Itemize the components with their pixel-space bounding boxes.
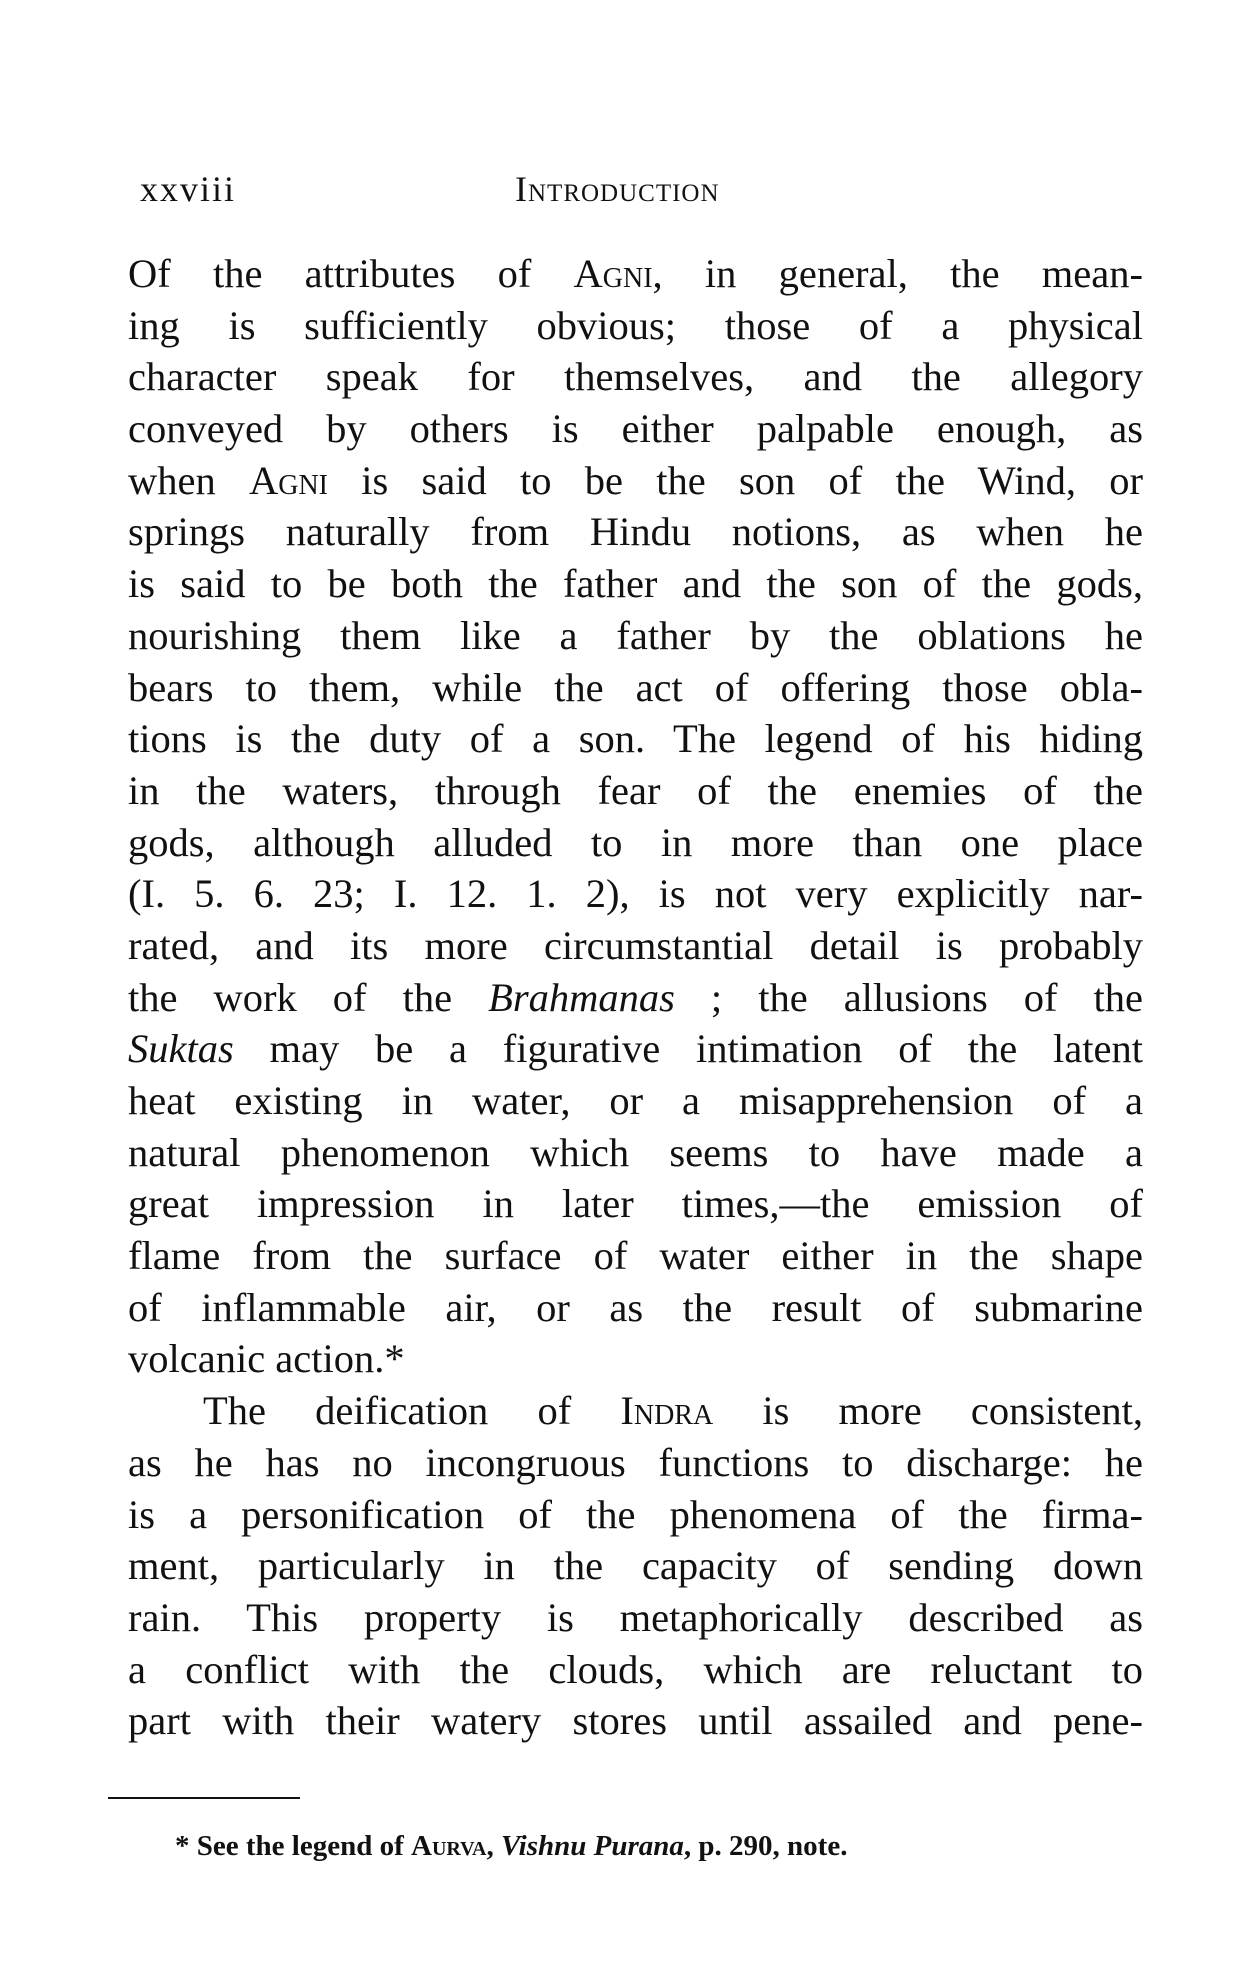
text-line <box>128 1592 1143 1644</box>
text-run: of inflammable air, or as the result of submarine <box>128 1284 1143 1330</box>
text-run: great impression in later times,—the emission of <box>128 1181 1143 1227</box>
text-line <box>128 972 1143 1024</box>
text-line <box>128 351 1143 403</box>
footnote-rule <box>108 1797 300 1799</box>
text-run: is said to be both the father and the son of the gods, <box>128 561 1143 607</box>
running-head <box>140 168 780 212</box>
text-run: gods, although alluded to in more than one place <box>128 819 1143 865</box>
text-line <box>128 1075 1143 1127</box>
text-run: conveyed by others is either palpable enough, as <box>128 406 1143 452</box>
text-run: , <box>486 1830 501 1862</box>
text-run: Of the attributes of <box>128 251 574 296</box>
text-run: flame from the surface of water either in the shape <box>128 1233 1143 1279</box>
text-line <box>128 455 1143 507</box>
italic-term: Suktas <box>128 1026 234 1072</box>
small-caps-name: Indra <box>620 1388 714 1434</box>
text-run: a conflict with the clouds, which are reluctant to <box>128 1646 1143 1692</box>
text-line <box>128 713 1143 765</box>
text-run: is more consistent, <box>713 1388 1143 1434</box>
text-run: , in general, the mean- <box>652 251 1143 296</box>
text-line <box>128 506 1143 558</box>
text-run: character speak for themselves, and the allegory <box>128 354 1143 400</box>
text-run: (I. 5. 6. 23; I. 12. 1. 2), is not very explicitly nar- <box>128 871 1143 917</box>
text-run: rated, and its more circumstantial detail is probably <box>128 922 1143 968</box>
small-caps-name: Agni <box>573 251 653 296</box>
text-line <box>128 1540 1143 1592</box>
text-run: ing is sufficiently obvious; those of a physical <box>128 302 1143 348</box>
page-number: xxviii <box>140 169 237 209</box>
text-run: rain. This property is metaphorically described as <box>128 1594 1143 1640</box>
text-line <box>128 1333 1143 1385</box>
italic-term: Vishnu Purana <box>500 1830 684 1862</box>
text-run: ment, particularly in the capacity of sending down <box>128 1543 1143 1589</box>
small-caps-name: Aurva <box>411 1830 487 1862</box>
text-run: the work of the <box>128 974 489 1020</box>
text-line <box>128 248 1143 300</box>
text-run: part with their watery stores until assailed and pene- <box>128 1698 1143 1744</box>
text-run: heat existing in water, or a misapprehension of a <box>128 1078 1143 1123</box>
text-run: nourishing them like a father by the oblations he <box>128 612 1143 658</box>
text-run: ; the allusions of the <box>674 974 1143 1020</box>
text-line <box>128 662 1143 714</box>
text-line <box>128 558 1143 610</box>
text-line <box>128 920 1143 972</box>
text-run: may be a figurative intimation of the latent <box>233 1026 1143 1072</box>
footnote-marker: * <box>175 1830 197 1862</box>
text-line <box>128 403 1143 455</box>
text-run: springs naturally from Hindu notions, as when he <box>128 509 1143 555</box>
italic-term: Brahmanas <box>488 974 675 1020</box>
footnote <box>175 1830 847 1863</box>
text-run: , p. 290, note. <box>683 1830 848 1862</box>
text-run: in the waters, through fear of the enemies of the <box>128 767 1143 813</box>
text-run: when <box>128 457 249 503</box>
text-line <box>128 1023 1143 1075</box>
body-text <box>128 248 1143 1747</box>
text-run: bears to them, while the act of offering those obla- <box>128 664 1143 710</box>
text-run: as he has no incongruous functions to discharge: he <box>128 1439 1143 1485</box>
text-run: The deification of <box>203 1388 621 1434</box>
text-line <box>128 1230 1143 1282</box>
text-line <box>128 765 1143 817</box>
text-line <box>128 1127 1143 1179</box>
text-line <box>128 817 1143 869</box>
text-run: is a personification of the phenomena of the firma- <box>128 1491 1143 1537</box>
text-line <box>128 1282 1143 1334</box>
text-run: tions is the duty of a son. The legend of his hiding <box>128 716 1143 762</box>
text-line <box>128 1178 1143 1230</box>
text-line <box>128 610 1143 662</box>
text-line <box>128 1385 1143 1437</box>
text-line <box>128 1437 1143 1489</box>
text-run: is said to be the son of the Wind, or <box>328 457 1143 503</box>
text-line <box>128 300 1143 352</box>
section-title: Introduction <box>515 169 720 209</box>
text-line <box>128 868 1143 920</box>
text-line <box>128 1489 1143 1541</box>
text-run: See the legend of <box>196 1830 411 1862</box>
text-run: natural phenomenon which seems to have made a <box>128 1129 1143 1175</box>
text-line <box>128 1644 1143 1696</box>
text-run: volcanic action.* <box>128 1336 405 1382</box>
text-line <box>128 1695 1143 1747</box>
small-caps-name: Agni <box>248 457 328 503</box>
